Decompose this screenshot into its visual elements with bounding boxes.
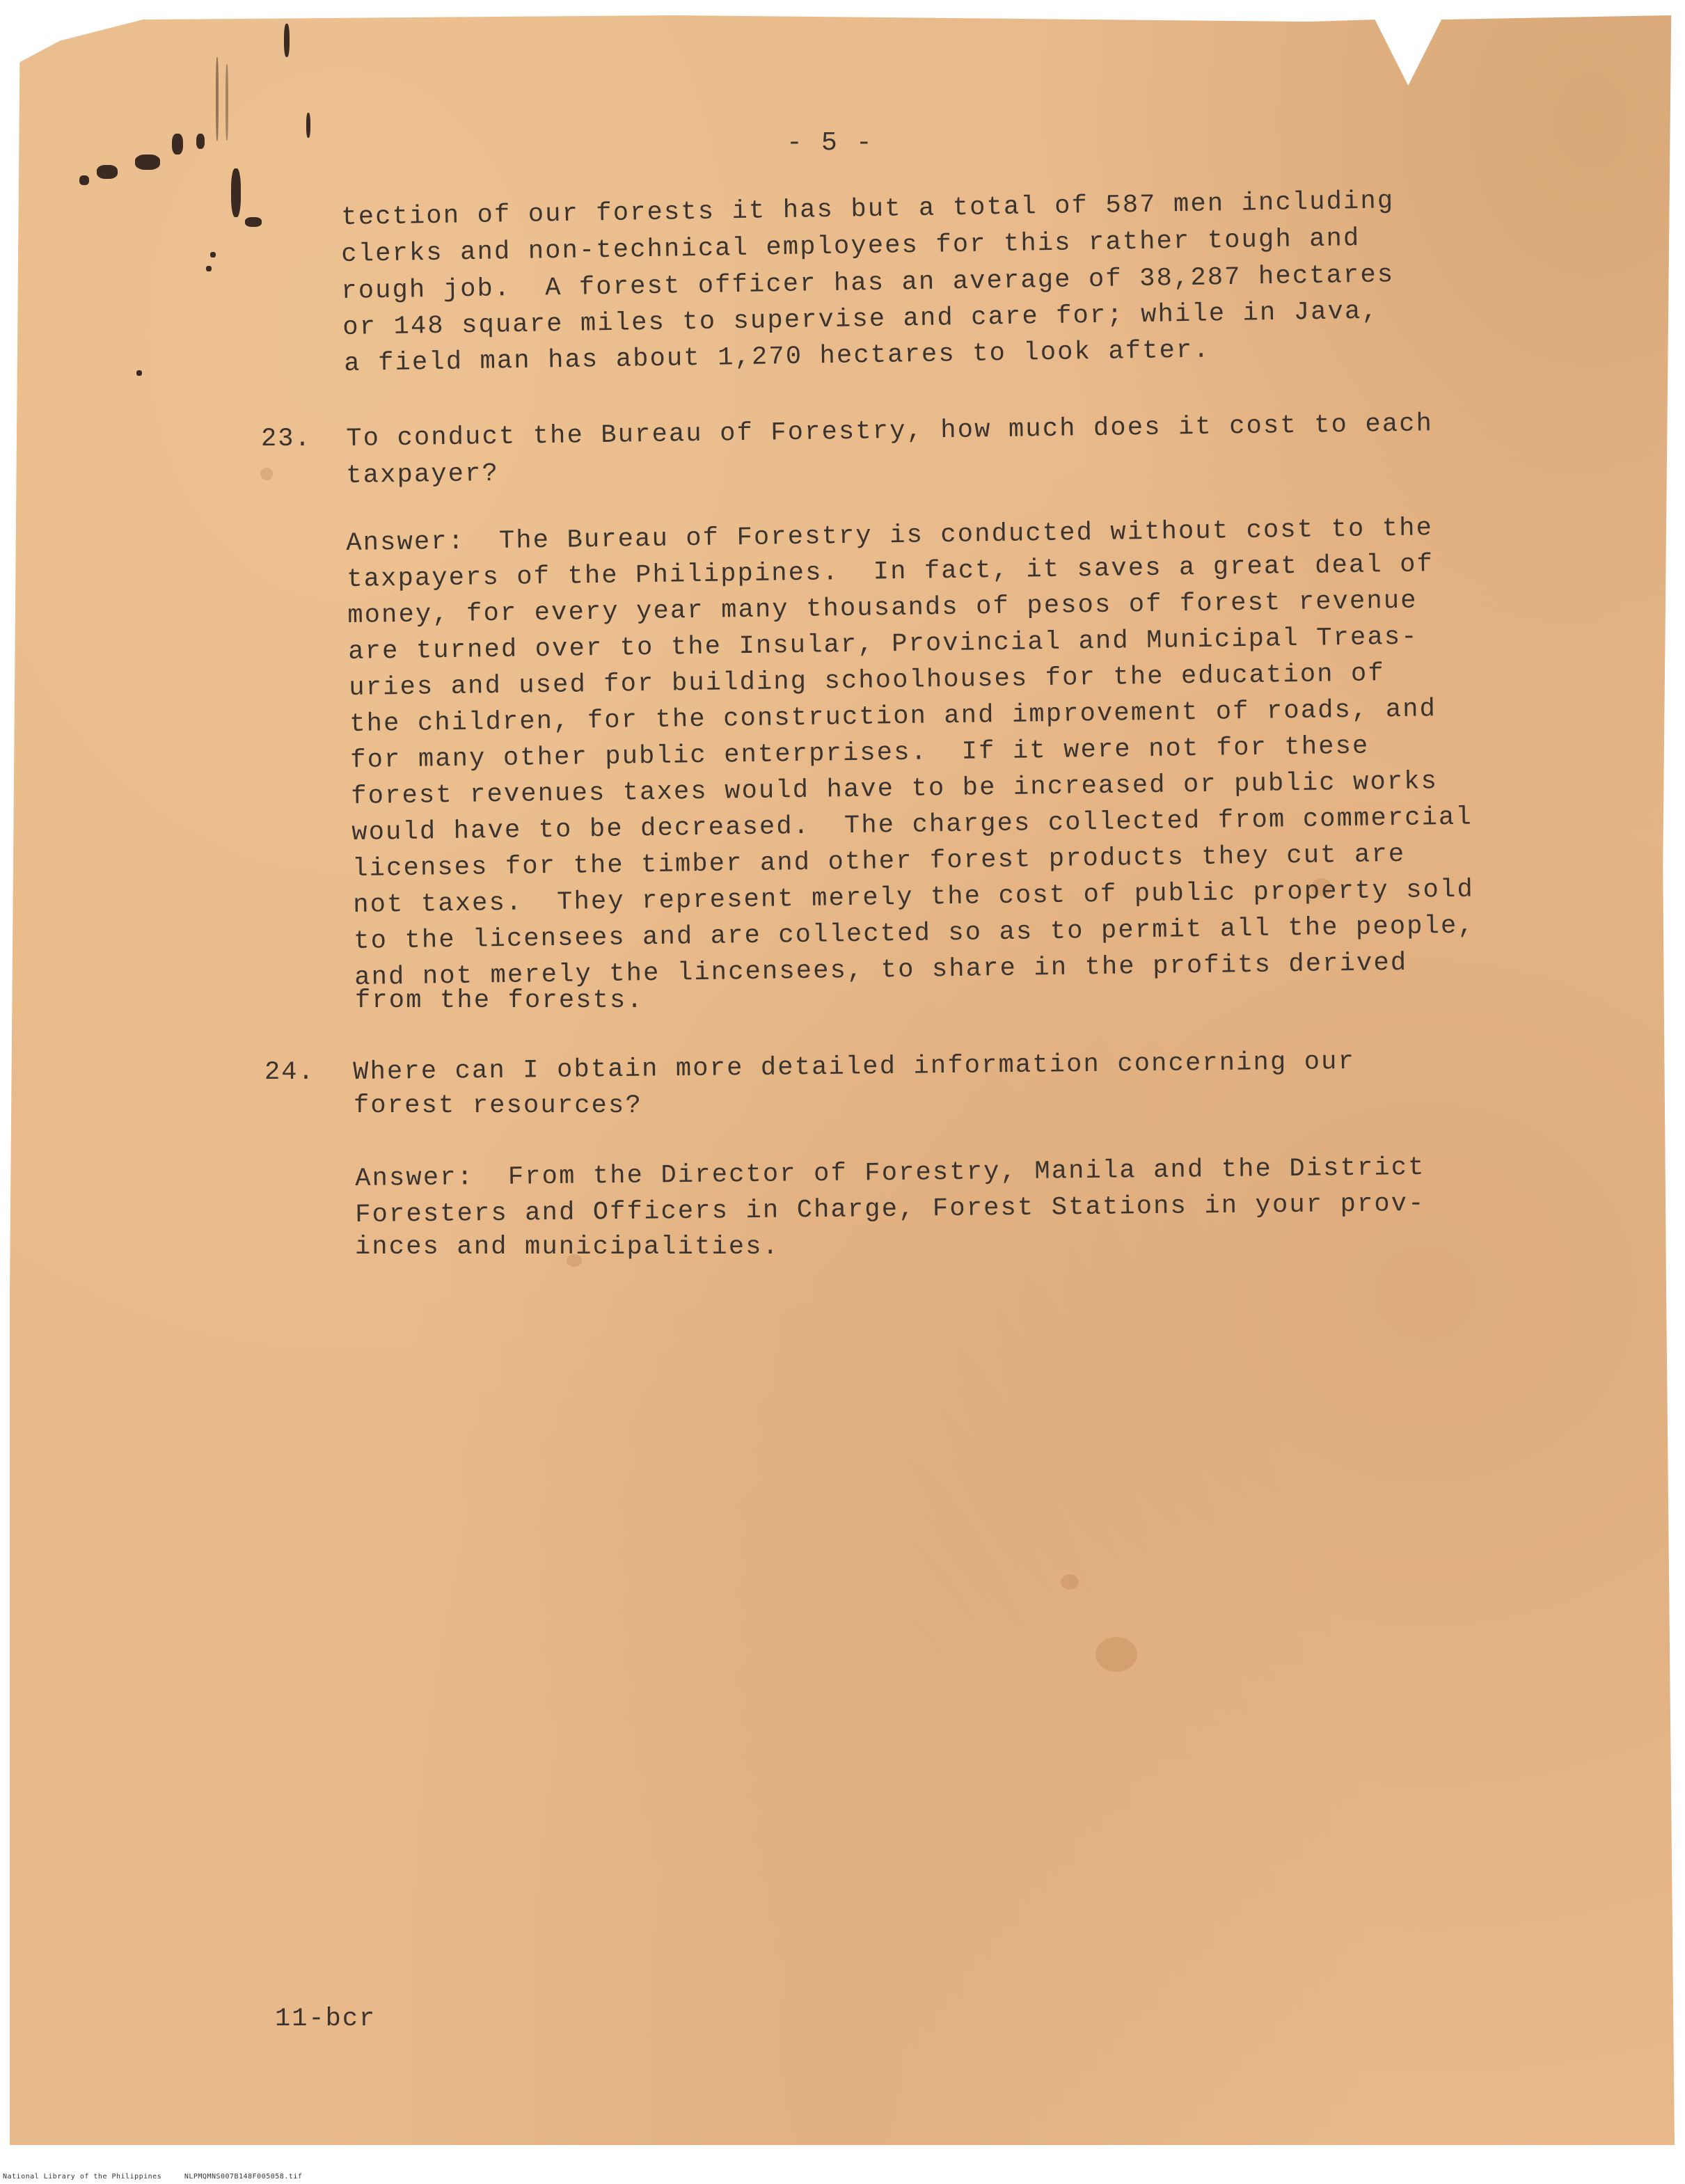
typist-initials: 11-bcr (275, 2004, 377, 2034)
answer-text-line: would have to be decreased. The charges collected from commercial (351, 802, 1473, 848)
answer-text-line: and not merely the lincensees, to share in the profits derived (354, 948, 1408, 992)
answer-text-line: Foresters and Officers in Charge, Forest Stations in your prov- (355, 1189, 1425, 1230)
answer-text-line: taxpayers of the Philippines. In fact, it saves a great deal of (347, 550, 1434, 594)
stain (1061, 1574, 1079, 1590)
answer-text-line: Answer: From the Director of Forestry, Manila and the District (355, 1153, 1425, 1194)
ink-smudge (79, 175, 89, 185)
question-text-line: Where can I obtain more detailed information concerning our (353, 1047, 1356, 1087)
ink-smudge (306, 113, 310, 138)
ink-smudge (210, 252, 216, 258)
ink-smudge (231, 168, 241, 217)
answer-text-line: forest revenues taxes would have to be increased or public works (351, 767, 1439, 812)
text-line: rough job. A forest officer has an average of 38,287 hectares (341, 260, 1395, 306)
answer-text-line: uries and used for building schoolhouses for the education of (349, 659, 1386, 703)
text-line: or 148 square miles to supervise and care for; while in Java, (342, 296, 1379, 342)
answer-text-line: inces and municipalities. (355, 1233, 780, 1262)
text-line: a field man has about 1,270 hectares to look after. (344, 335, 1211, 379)
stain (260, 468, 273, 480)
answer-text-line: not taxes. They represent merely the cost of public property sold (353, 875, 1475, 920)
ink-smudge (97, 165, 118, 179)
ink-smudge (136, 370, 142, 376)
question-text-line: To conduct the Bureau of Forestry, how much does it cost to each (346, 409, 1434, 454)
ink-smudge (135, 155, 160, 170)
question-text-line: taxpayer? (346, 459, 500, 491)
ink-smudge (172, 134, 183, 155)
ink-smudge (245, 217, 262, 227)
ink-smudge (206, 266, 212, 271)
ink-smudge (196, 134, 205, 149)
stain (1095, 1637, 1137, 1672)
answer-text-line: Answer: The Bureau of Forestry is conducted without cost to the (346, 514, 1434, 558)
answer-text-line: are turned over to the Insular, Provincial and Municipal Treas- (348, 622, 1418, 667)
ink-smudge (226, 64, 228, 141)
ink-smudge (216, 57, 219, 141)
text-line: tection of our forests it has but a total of 587 men including (341, 187, 1395, 232)
question-number: 23. (261, 425, 312, 454)
question-text-line: forest resources? (354, 1091, 642, 1121)
answer-text-line: the children, for the construction and improvement of roads, and (349, 695, 1437, 739)
text-line: clerks and non-technical employees for this rather tough and (341, 224, 1361, 269)
ink-smudge (284, 24, 290, 57)
page-number: - 5 - (786, 128, 874, 158)
question-number: 24. (264, 1058, 315, 1087)
answer-text-line: from the forests. (355, 986, 644, 1015)
scan-caption: National Library of the Philippines NLPMQMNS007B148F005058.tif (3, 2173, 303, 2181)
answer-text-line: to the licensees and are collected so as to permit all the people, (354, 911, 1476, 956)
answer-text-line: money, for every year many thousands of pesos of forest revenue (347, 586, 1418, 631)
answer-text-line: for many other public enterprises. If it were not for these (350, 731, 1370, 775)
answer-text-line: licenses for the timber and other forest products they cut are (352, 839, 1406, 884)
